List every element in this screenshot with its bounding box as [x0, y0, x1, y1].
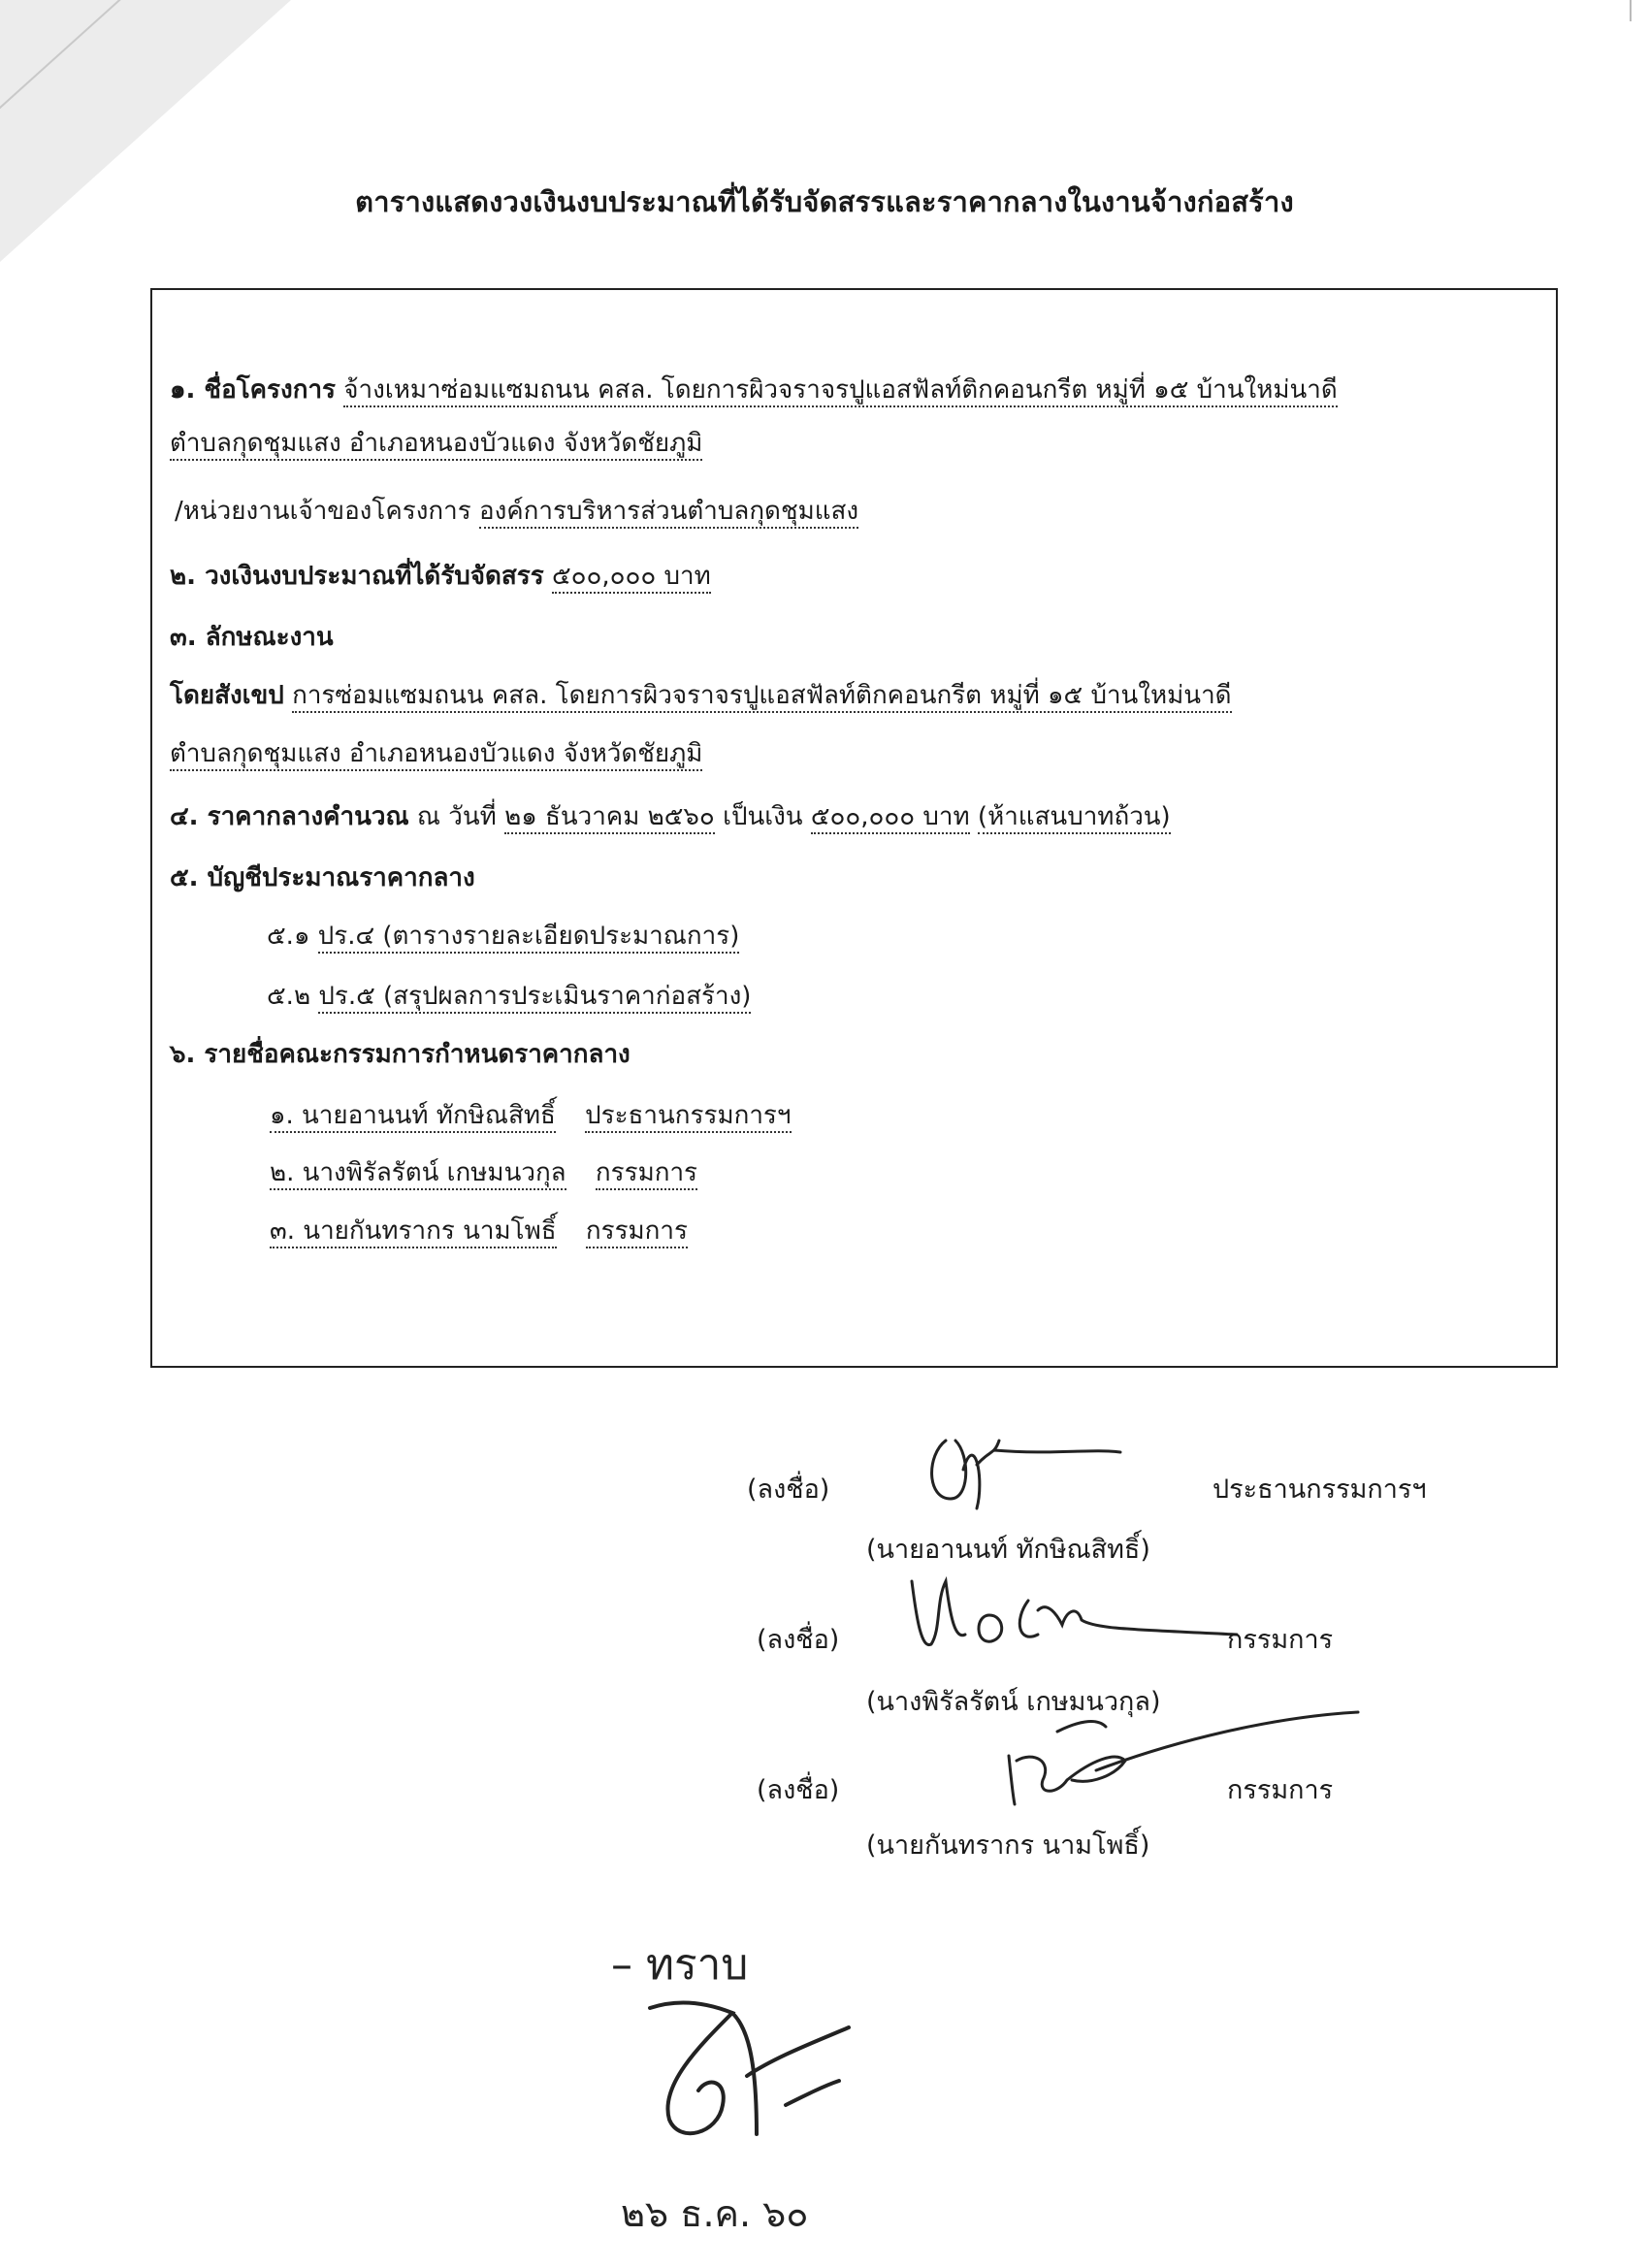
signature-2-handwriting	[902, 1562, 1251, 1669]
item1-project-line1: จ้างเหมาซ่อมแซมถนน คสล. โดยการผิวจราจรปูแอสฟัลท์ติกคอนกรีต หมู่ที่ ๑๕ บ้านใหม่นาดี	[343, 375, 1337, 407]
member-2-role: กรรมการ	[596, 1158, 697, 1190]
item4-date-prefix: ณ วันที่	[416, 802, 497, 831]
item3-summary-line1	[170, 679, 1232, 712]
item5-sub-2-num: ๕.๒	[267, 982, 311, 1011]
item5-sub-1-num: ๕.๑	[267, 922, 310, 951]
handwritten-date	[621, 2178, 912, 2255]
item6-label: ๖. รายชื่อคณะกรรมการกำหนดราคากลาง	[170, 1040, 630, 1069]
item4-date-value: ๒๑ ธันวาคม ๒๕๖๐	[504, 802, 715, 834]
item3-summary-line2	[170, 737, 702, 770]
item4-label: ๔. ราคากลางคำนวณ	[170, 802, 409, 831]
note-date: ๒๖ ธ.ค. ๖๐	[621, 2192, 809, 2235]
item1-project-line2: ตำบลกุดชุมแสง อำเภอหนองบัวแดง จังหวัดชัยภูมิ	[170, 429, 702, 461]
item4-amount-prefix: เป็นเงิน	[723, 802, 803, 831]
item1-agency-label: /หน่วยงานเจ้าของโครงการ	[175, 497, 471, 526]
item2-label: ๒. วงเงินงบประมาณที่ได้รับจัดสรร	[170, 562, 544, 591]
item5-sub-2-text: ปร.๕ (สรุปผลการประเมินราคาก่อสร้าง)	[318, 982, 751, 1014]
signature-3-name: (นายกันทรากร นามโพธิ์)	[866, 1831, 1150, 1861]
committee-member-3	[270, 1215, 688, 1247]
member-2-name: ๒. นางพิรัลรัตน์ เกษมนวกุล	[270, 1158, 566, 1190]
signature-1-label: (ลงชื่อ)	[747, 1474, 830, 1505]
item3-summary-value1: การซ่อมแซมถนน คสล. โดยการผิวจราจรปูแอสฟัลท์ติกคอนกรีต หมู่ที่ ๑๕ บ้านใหม่นาดี	[292, 681, 1231, 713]
page-edge-mark	[1630, 0, 1632, 21]
item5-sub-1	[267, 920, 739, 953]
initials-handwriting	[640, 1989, 854, 2154]
item1-agency-value: องค์การบริหารส่วนตำบลกุดชุมแสง	[479, 497, 858, 529]
item1-agency	[175, 495, 858, 528]
signature-1-handwriting	[917, 1411, 1130, 1518]
item5-sub-1-text: ปร.๔ (ตารางรายละเอียดประมาณการ)	[318, 922, 740, 954]
item1-line1	[170, 373, 1338, 406]
item4-line	[170, 800, 1171, 833]
item4-amount-words: (ห้าแสนบาทถ้วน)	[978, 802, 1171, 834]
item3-summary-label: โดยสังเขป	[170, 681, 284, 710]
item4-amount-value: ๕๐๐,๐๐๐ บาท	[811, 802, 970, 834]
item1-label: ๑. ชื่อโครงการ	[170, 375, 337, 405]
signature-2-label: (ลงชื่อ)	[757, 1625, 840, 1655]
signature-1-role: ประธานกรรมการฯ	[1212, 1474, 1427, 1505]
note-text: – ทราบ	[611, 1940, 749, 1990]
committee-member-2	[270, 1156, 697, 1189]
member-1-name: ๑. นายอานนท์ ทักษิณสิทธิ์	[270, 1101, 556, 1133]
item3-summary-value2: ตำบลกุดชุมแสง อำเภอหนองบัวแดง จังหวัดชัยภูมิ	[170, 739, 702, 771]
item3-label: ๓. ลักษณะงาน	[170, 623, 334, 652]
signature-1-name: (นายอานนท์ ทักษิณสิทธิ์)	[866, 1535, 1150, 1565]
signature-3-role: กรรมการ	[1227, 1775, 1334, 1805]
signature-3-label: (ลงชื่อ)	[757, 1775, 840, 1805]
member-3-name: ๓. นายกันทรากร นามโพธิ์	[270, 1216, 557, 1248]
committee-member-1	[270, 1099, 792, 1132]
item2-value: ๕๐๐,๐๐๐ บาท	[552, 562, 711, 594]
signature-2-role: กรรมการ	[1227, 1625, 1334, 1655]
item2-line	[170, 560, 711, 593]
signature-2-name: (นางพิรัลรัตน์ เกษมนวกุล)	[866, 1687, 1161, 1717]
document-title: ตารางแสดงวงเงินงบประมาณที่ได้รับจัดสรรและราคากลางในงานจ้างก่อสร้าง	[355, 185, 1294, 218]
item1-line2	[170, 427, 702, 460]
member-3-role: กรรมการ	[586, 1216, 688, 1248]
member-1-role: ประธานกรรมการฯ	[585, 1101, 791, 1133]
item5-sub-2	[267, 980, 751, 1013]
item5-label: ๕. บัญชีประมาณราคากลาง	[170, 863, 475, 892]
